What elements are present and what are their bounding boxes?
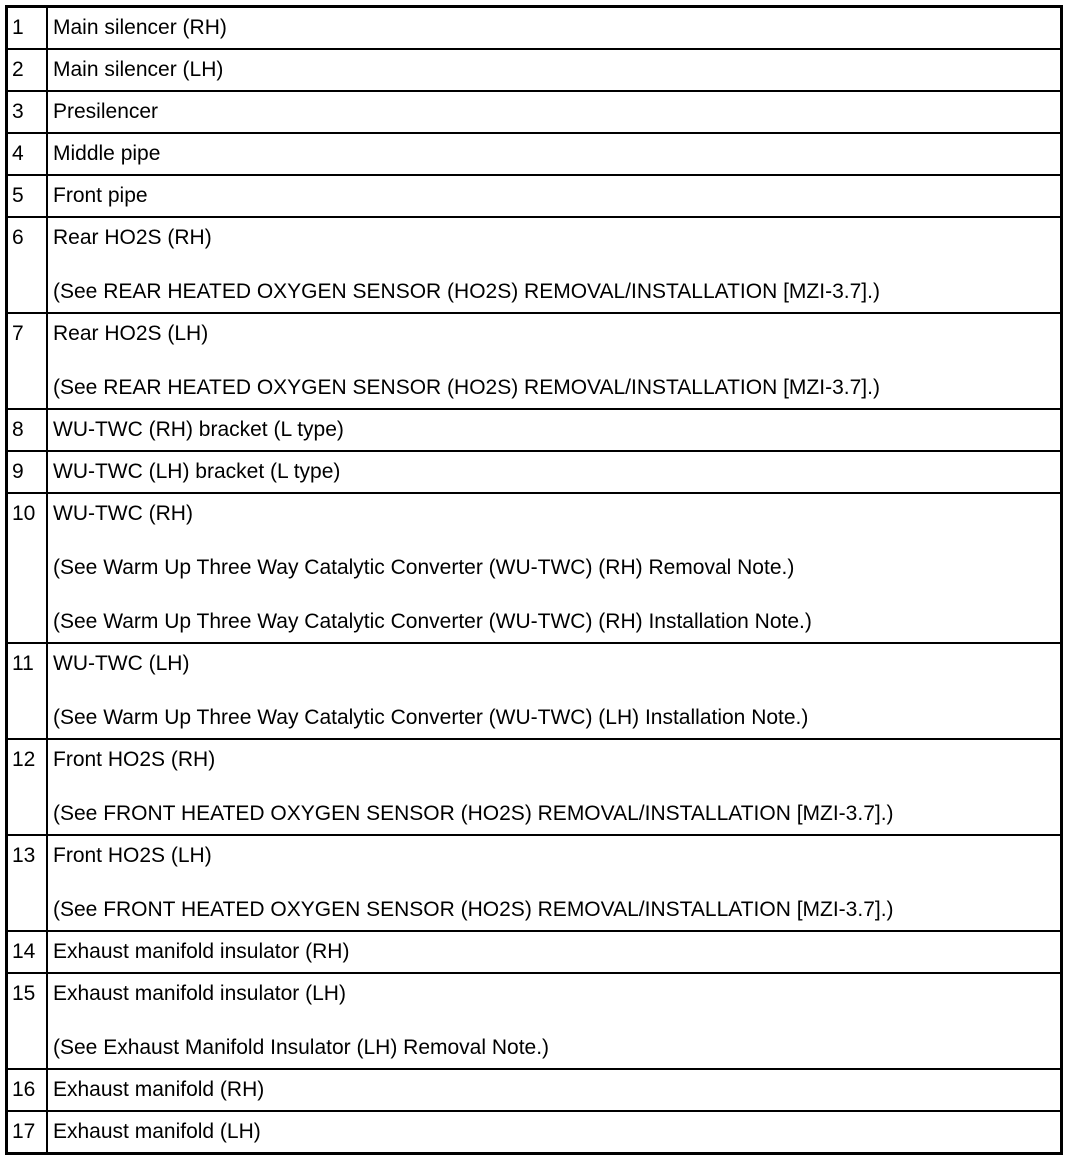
item-number-cell xyxy=(7,7,48,50)
item-description-cell xyxy=(47,643,1062,739)
item-description-cell xyxy=(47,931,1062,973)
item-number-cell xyxy=(7,643,48,739)
item-number: 6 xyxy=(12,226,24,249)
item-number-cell xyxy=(7,91,48,133)
table-row xyxy=(7,409,1062,451)
item-description-cell xyxy=(47,1111,1062,1154)
part-name: Exhaust manifold (LH) xyxy=(53,1120,261,1143)
item-number: 5 xyxy=(12,184,24,207)
item-number-cell xyxy=(7,493,48,643)
part-name: Main silencer (RH) xyxy=(53,16,227,39)
parts-table xyxy=(5,5,1063,1155)
item-description-cell xyxy=(47,217,1062,313)
part-name: Main silencer (LH) xyxy=(53,58,224,81)
item-number-cell xyxy=(7,835,48,931)
reference-note: (See Exhaust Manifold Insulator (LH) Removal Note.) xyxy=(53,1036,550,1059)
item-number: 2 xyxy=(12,58,24,81)
table-row xyxy=(7,313,1062,409)
item-number: 11 xyxy=(12,652,34,675)
table-row xyxy=(7,1111,1062,1154)
part-name: Exhaust manifold insulator (LH) xyxy=(53,982,346,1005)
item-number: 10 xyxy=(12,502,36,525)
reference-note: (See REAR HEATED OXYGEN SENSOR (HO2S) REMOVAL/INSTALLATION [MZI-3.7].) xyxy=(53,376,880,399)
part-name: Front pipe xyxy=(53,184,148,207)
item-number: 4 xyxy=(12,142,24,165)
part-name: Exhaust manifold insulator (RH) xyxy=(53,940,350,963)
part-name: Exhaust manifold (RH) xyxy=(53,1078,265,1101)
table-row xyxy=(7,7,1062,50)
reference-note: (See FRONT HEATED OXYGEN SENSOR (HO2S) REMOVAL/INSTALLATION [MZI-3.7].) xyxy=(53,898,894,921)
item-number: 14 xyxy=(12,940,36,963)
part-name: Front HO2S (RH) xyxy=(53,748,216,771)
part-name: WU-TWC (LH) bracket (L type) xyxy=(53,460,341,483)
part-name: WU-TWC (LH) xyxy=(53,652,190,675)
table-row xyxy=(7,49,1062,91)
item-number-cell xyxy=(7,973,48,1069)
item-number-cell xyxy=(7,451,48,493)
part-name: WU-TWC (RH) xyxy=(53,502,193,525)
item-number: 16 xyxy=(12,1078,36,1101)
item-description-cell xyxy=(47,7,1062,50)
table-row xyxy=(7,91,1062,133)
item-description-cell xyxy=(47,973,1062,1069)
reference-note: (See Warm Up Three Way Catalytic Converter (WU-TWC) (LH) Installation Note.) xyxy=(53,706,809,729)
table-row xyxy=(7,217,1062,313)
table-row xyxy=(7,835,1062,931)
reference-note: (See Warm Up Three Way Catalytic Converter (WU-TWC) (RH) Installation Note.) xyxy=(53,610,812,633)
item-number-cell xyxy=(7,1111,48,1154)
item-number-cell xyxy=(7,133,48,175)
table-row xyxy=(7,175,1062,217)
item-description-cell xyxy=(47,313,1062,409)
item-number-cell xyxy=(7,931,48,973)
reference-note: (See REAR HEATED OXYGEN SENSOR (HO2S) REMOVAL/INSTALLATION [MZI-3.7].) xyxy=(53,280,880,303)
table-row xyxy=(7,973,1062,1069)
item-description-cell xyxy=(47,49,1062,91)
item-description-cell xyxy=(47,175,1062,217)
table-row xyxy=(7,739,1062,835)
reference-note: (See Warm Up Three Way Catalytic Converter (WU-TWC) (RH) Removal Note.) xyxy=(53,556,795,579)
table-row xyxy=(7,133,1062,175)
item-number-cell xyxy=(7,175,48,217)
item-number: 12 xyxy=(12,748,36,771)
item-description-cell xyxy=(47,409,1062,451)
item-number: 3 xyxy=(12,100,24,123)
item-number-cell xyxy=(7,313,48,409)
item-number: 8 xyxy=(12,418,24,441)
table-row xyxy=(7,1069,1062,1111)
item-number: 15 xyxy=(12,982,36,1005)
part-name: Middle pipe xyxy=(53,142,161,165)
item-description-cell xyxy=(47,91,1062,133)
part-name: WU-TWC (RH) bracket (L type) xyxy=(53,418,344,441)
part-name: Front HO2S (LH) xyxy=(53,844,212,867)
part-name: Rear HO2S (LH) xyxy=(53,322,209,345)
table-row xyxy=(7,643,1062,739)
part-name: Rear HO2S (RH) xyxy=(53,226,212,249)
item-number: 13 xyxy=(12,844,36,867)
item-number-cell xyxy=(7,217,48,313)
item-description-cell xyxy=(47,835,1062,931)
part-name: Presilencer xyxy=(53,100,159,123)
parts-table-body xyxy=(7,7,1062,1154)
item-description-cell xyxy=(47,493,1062,643)
table-row xyxy=(7,931,1062,973)
item-number-cell xyxy=(7,739,48,835)
table-row xyxy=(7,493,1062,643)
item-number: 1 xyxy=(12,16,24,39)
item-number-cell xyxy=(7,409,48,451)
table-row xyxy=(7,451,1062,493)
item-number: 7 xyxy=(12,322,24,345)
item-description-cell xyxy=(47,1069,1062,1111)
item-description-cell xyxy=(47,451,1062,493)
item-number: 17 xyxy=(12,1120,36,1143)
item-number-cell xyxy=(7,1069,48,1111)
item-number: 9 xyxy=(12,460,24,483)
item-description-cell xyxy=(47,133,1062,175)
reference-note: (See FRONT HEATED OXYGEN SENSOR (HO2S) REMOVAL/INSTALLATION [MZI-3.7].) xyxy=(53,802,894,825)
item-number-cell xyxy=(7,49,48,91)
item-description-cell xyxy=(47,739,1062,835)
